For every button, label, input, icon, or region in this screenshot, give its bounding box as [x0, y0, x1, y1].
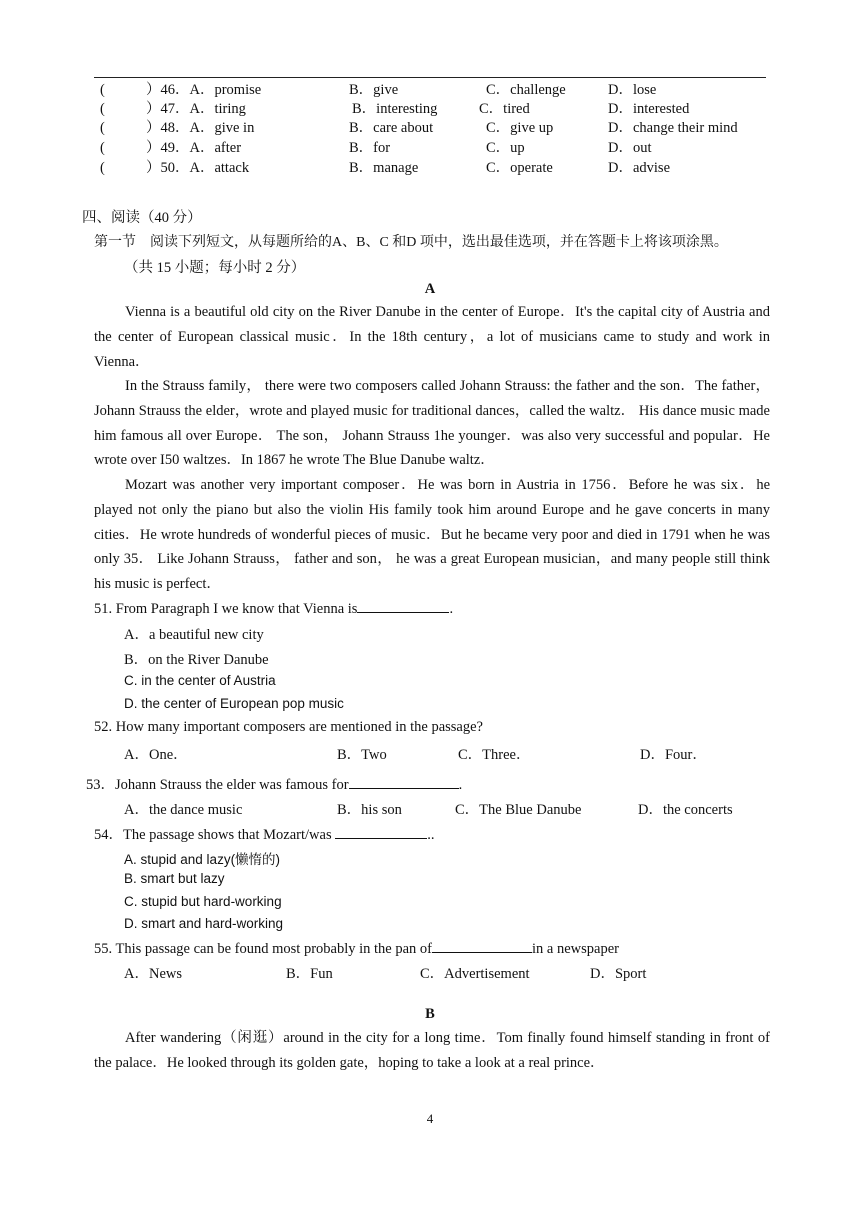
answer-paren: (	[100, 101, 105, 117]
passage-b-paragraph-1	[94, 1026, 770, 1076]
question-52: 52. How many important composers are mentioned in the passage?	[94, 719, 483, 735]
answer-blank	[335, 824, 427, 839]
option-b: B．give	[349, 82, 399, 98]
question-55	[94, 938, 619, 958]
option-53-a: A．the dance music	[124, 802, 243, 818]
option-c: C．tired	[479, 101, 530, 117]
answer-blank	[432, 938, 532, 953]
option-51-a: A．a beautiful new city	[124, 627, 264, 643]
option-52-d: D．Four．	[640, 747, 707, 763]
section-heading: 四、阅读（40 分）	[82, 210, 202, 226]
option-c: C．operate	[486, 160, 553, 176]
question-51	[94, 598, 453, 618]
top-rule	[94, 77, 766, 78]
option-c: C．up	[486, 140, 525, 156]
option-54-b: B. smart but lazy	[124, 871, 225, 886]
option-51-c: C. in the center of Austria	[124, 673, 276, 688]
option-52-b: B．Two	[337, 747, 387, 763]
option-d: D．lose	[608, 82, 657, 98]
passage-a-paragraph-2	[94, 374, 770, 473]
answer-blank	[349, 774, 459, 789]
option-c: C．give up	[486, 120, 554, 136]
question-a-option: ）48．A．give in	[146, 120, 255, 136]
option-54-a: A. stupid and lazy(懒惰的)	[124, 852, 281, 867]
option-53-c: C．The Blue Danube	[455, 802, 582, 818]
answer-paren: (	[100, 120, 105, 136]
option-53-b: B．his son	[337, 802, 402, 818]
answer-paren: (	[100, 140, 105, 156]
option-55-a: A．News	[124, 966, 182, 982]
option-54-d: D. smart and hard-working	[124, 916, 284, 931]
option-d: D．interested	[608, 101, 690, 117]
question-stem-tail: in a newspaper	[532, 941, 619, 957]
passage-a-paragraph-1	[94, 300, 770, 374]
question-a-option: ）50．A．attack	[146, 160, 250, 176]
answer-paren: (	[100, 82, 105, 98]
option-51-d: D. the center of European pop music	[124, 696, 344, 711]
option-55-d: D．Sport	[590, 966, 647, 982]
question-54	[94, 823, 434, 844]
question-a-option: ）46．A．promise	[146, 82, 262, 98]
option-53-d: D．the concerts	[638, 802, 733, 818]
passage-a-label: A	[424, 281, 436, 297]
question-stem-tail: ..	[427, 827, 435, 843]
option-52-a: A．One．	[124, 747, 188, 763]
question-stem: 51. From Paragraph I we know that Vienna is	[94, 601, 358, 617]
question-a-option: ）47．A．tiring	[146, 101, 246, 117]
question-stem: 55. This passage can be found most probably in the pan of	[94, 941, 432, 957]
option-b: B．interesting	[352, 101, 438, 117]
question-stem-tail: .	[458, 777, 463, 793]
paragraph-text: In the Strauss family， there were two composers called Johann Strauss: the father and the son．The father，Johann Strauss the elder，wrote and played music for traditional dances，called the waltz． His dance music made him famous all over Europe． The son， Johann Strauss 1he younger．was also very successful and popular．He wrote over I50 waltzes．In 1867 he wrote The Blue Danube waltz．	[94, 378, 770, 469]
question-a-option: ）49．A．after	[146, 140, 242, 156]
option-51-b: B．on the River Danube	[124, 652, 269, 668]
question-stem-tail: .	[449, 601, 454, 617]
option-54-c: C. stupid but hard-working	[124, 894, 282, 909]
option-55-b: B．Fun	[286, 966, 333, 982]
option-c: C．challenge	[486, 82, 566, 98]
paragraph-text: Mozart was another very important composer．He was born in Austria in 1756．Before he was six．he played not only the piano but also the violin His family took him around Europe and he gave concerts in many cities．He wrote hundreds of wonderful pieces of music．But he became very poor and died in 1791 when he was only 35． Like Johann Strauss， father and son， he was a great European musician，and many people still think his music is perfect．	[94, 477, 770, 593]
section-instruction: 第一节 阅读下列短文，从每题所给的A、B、C 和D 项中，选出最佳选项，并在答题卡上将该项涂黑。	[94, 235, 728, 250]
passage-b-label: B	[425, 1006, 435, 1022]
passage-a-paragraph-3	[94, 473, 770, 597]
question-53	[86, 773, 462, 794]
option-b: B．manage	[349, 160, 419, 176]
option-d: D．change their mind	[608, 120, 738, 136]
question-stem: 54．The passage shows that Mozart/was	[94, 827, 332, 843]
option-d: D．advise	[608, 160, 671, 176]
option-52-c: C．Three．	[458, 747, 531, 763]
section-instruction-count: （共 15 小题；每小时 2 分）	[124, 260, 306, 276]
paragraph-text: Vienna is a beautiful old city on the River Danube in the center of Europe．It's the capital city of Austria and the center of European classical music．In the 18th century，a lot of musicians came to study and work in Vienna．	[94, 304, 770, 370]
option-b: B．care about	[349, 120, 434, 136]
option-55-c: C．Advertisement	[420, 966, 530, 982]
option-b: B．for	[349, 140, 391, 156]
answer-blank	[357, 598, 449, 613]
question-stem: 53．Johann Strauss the elder was famous for	[86, 777, 349, 793]
page-number: 4	[426, 1111, 434, 1126]
paragraph-text: After wandering（闲逛）around in the city for a long time．Tom finally found himself standing in front of the palace．He looked through its golden gate，hoping to take a look at a real prince．	[94, 1030, 770, 1071]
option-d: D．out	[608, 140, 652, 156]
answer-paren: (	[100, 160, 105, 176]
